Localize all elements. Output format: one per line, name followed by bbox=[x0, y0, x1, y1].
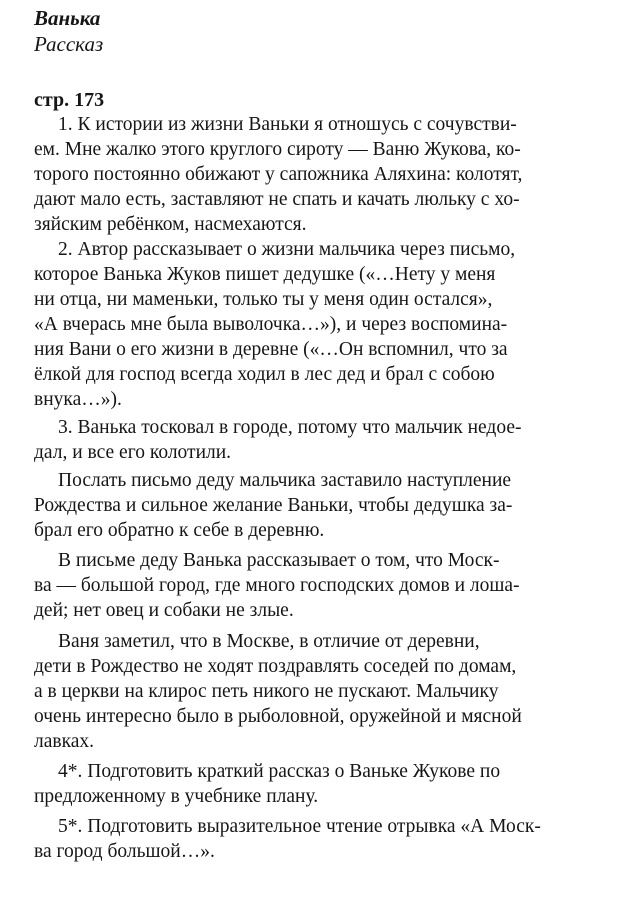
text-line-27: предложенному в учебнике плану. bbox=[34, 786, 319, 807]
text-line-11: ёлкой для господ всегда ходил в лес дед и брал с собою bbox=[34, 364, 495, 385]
text-line-19: ва — большой город, где много господских домов и лоша- bbox=[34, 575, 520, 596]
text-line-16: Рождества и сильное желание Ваньки, чтобы дедушка за- bbox=[34, 495, 513, 516]
story-genre: Рассказ bbox=[34, 32, 104, 56]
text-line-12: внука…»). bbox=[34, 389, 122, 410]
text-line-18: В письме деду Ванька рассказывает о том, что Моск- bbox=[58, 550, 500, 571]
text-line-15: Послать письмо деду мальчика заставило наступление bbox=[58, 470, 512, 491]
text-line-22: дети в Рождество не ходят поздравлять соседей по домам, bbox=[34, 656, 517, 677]
text-line-25: лавках. bbox=[34, 731, 95, 752]
text-line-26: 4*. Подготовить краткий рассказ о Ваньке Жукове по bbox=[58, 761, 501, 782]
text-line-3: торого постоянно обижают у сапожника Аляхина: колотят, bbox=[34, 164, 523, 185]
text-line-4: дают мало есть, заставляют не спать и качать люльку с хо- bbox=[34, 189, 520, 210]
page-reference: стр. 173 bbox=[34, 89, 105, 111]
story-title: Ванька bbox=[34, 6, 101, 30]
text-line-5: зяйским ребёнком, насмехаются. bbox=[34, 214, 307, 235]
text-line-1: 1. К истории из жизни Ваньки я отношусь с сочувстви- bbox=[58, 114, 517, 135]
text-line-10: ния Вани о его жизни в деревне («…Он вспомнил, что за bbox=[34, 339, 508, 360]
text-line-7: которое Ванька Жуков пишет дедушке («…Нету у меня bbox=[34, 264, 496, 285]
text-line-9: «А вчерась мне была выволочка…»), и через воспомина- bbox=[34, 314, 508, 335]
text-line-28: 5*. Подготовить выразительное чтение отрывка «А Моск- bbox=[58, 816, 541, 837]
text-line-21: Ваня заметил, что в Москве, в отличие от деревни, bbox=[58, 631, 480, 652]
text-line-20: дей; нет овец и собаки не злые. bbox=[34, 600, 294, 621]
text-line-29: ва город большой…». bbox=[34, 841, 215, 862]
text-line-17: брал его обратно к себе в деревню. bbox=[34, 520, 325, 541]
text-line-2: ем. Мне жалко этого круглого сироту — Ваню Жукова, ко- bbox=[34, 139, 521, 160]
text-line-6: 2. Автор рассказывает о жизни мальчика через письмо, bbox=[58, 239, 516, 260]
text-line-13: 3. Ванька тосковал в городе, потому что мальчик недое- bbox=[58, 417, 522, 438]
text-line-8: ни отца, ни маменьки, только ты у меня один остался», bbox=[34, 289, 493, 310]
text-line-23: а в церкви на клирос петь никого не пускают. Мальчику bbox=[34, 681, 499, 702]
text-line-24: очень интересно было в рыболовной, оружейной и мясной bbox=[34, 706, 522, 727]
text-line-14: дал, и все его колотили. bbox=[34, 442, 232, 463]
